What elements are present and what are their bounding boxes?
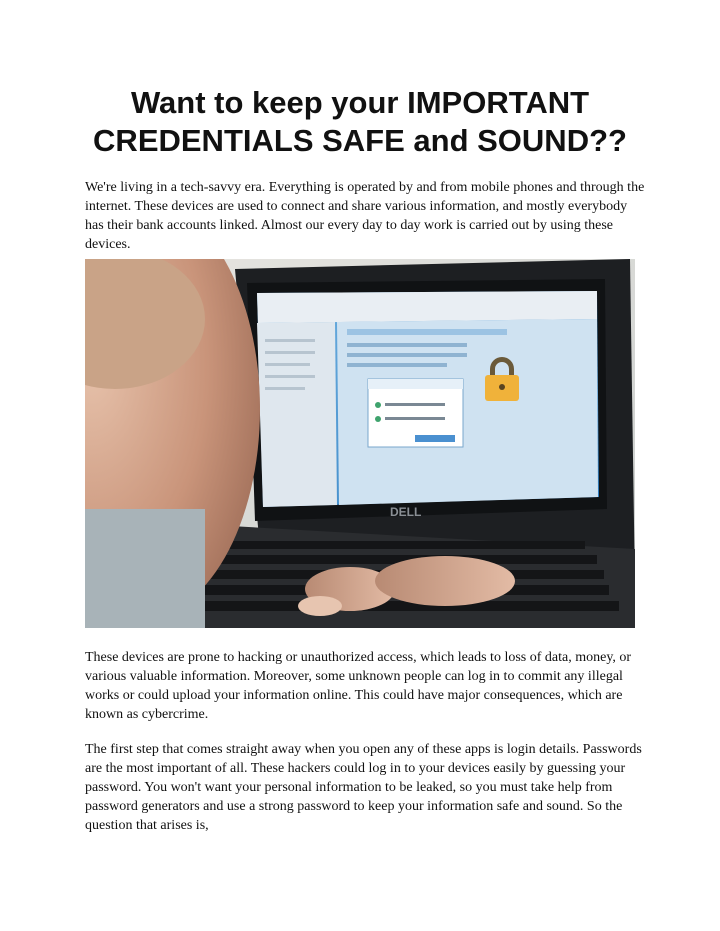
title-line-1: Want to keep your IMPORTANT xyxy=(130,85,590,120)
title-line-2: CREDENTIALS SAFE and SOUND?? xyxy=(93,123,627,158)
laptop-illustration xyxy=(85,259,635,628)
password-paragraph: The first step that comes straight away when you open any of these apps is login details. Passwords are the most important of all. These hackers could log in to your devices easily by guessing your password. You won't want your personal information to be leaked, so you must take help from password generators and use a strong password to keep your information safe and sound. So the question that arises is, xyxy=(85,742,642,833)
risk-paragraph: These devices are prone to hacking or unauthorized access, which leads to loss of data, money, or various valuable information. Moreover, some unknown people can log in to commit any illegal works or could upload your information online. This could have major consequences, which are known as cybercrime. xyxy=(85,650,632,722)
intro-paragraph: We're living in a tech-savvy era. Everything is operated by and from mobile phones and through the internet. These devices are used to connect and share various information, and mostly everybody has their bank accounts linked. Almost our every day to day work is carried out by using these devices. xyxy=(85,180,645,252)
document-title xyxy=(60,84,660,160)
laptop-photo xyxy=(85,259,635,628)
brand-logo: DELL xyxy=(390,505,422,519)
